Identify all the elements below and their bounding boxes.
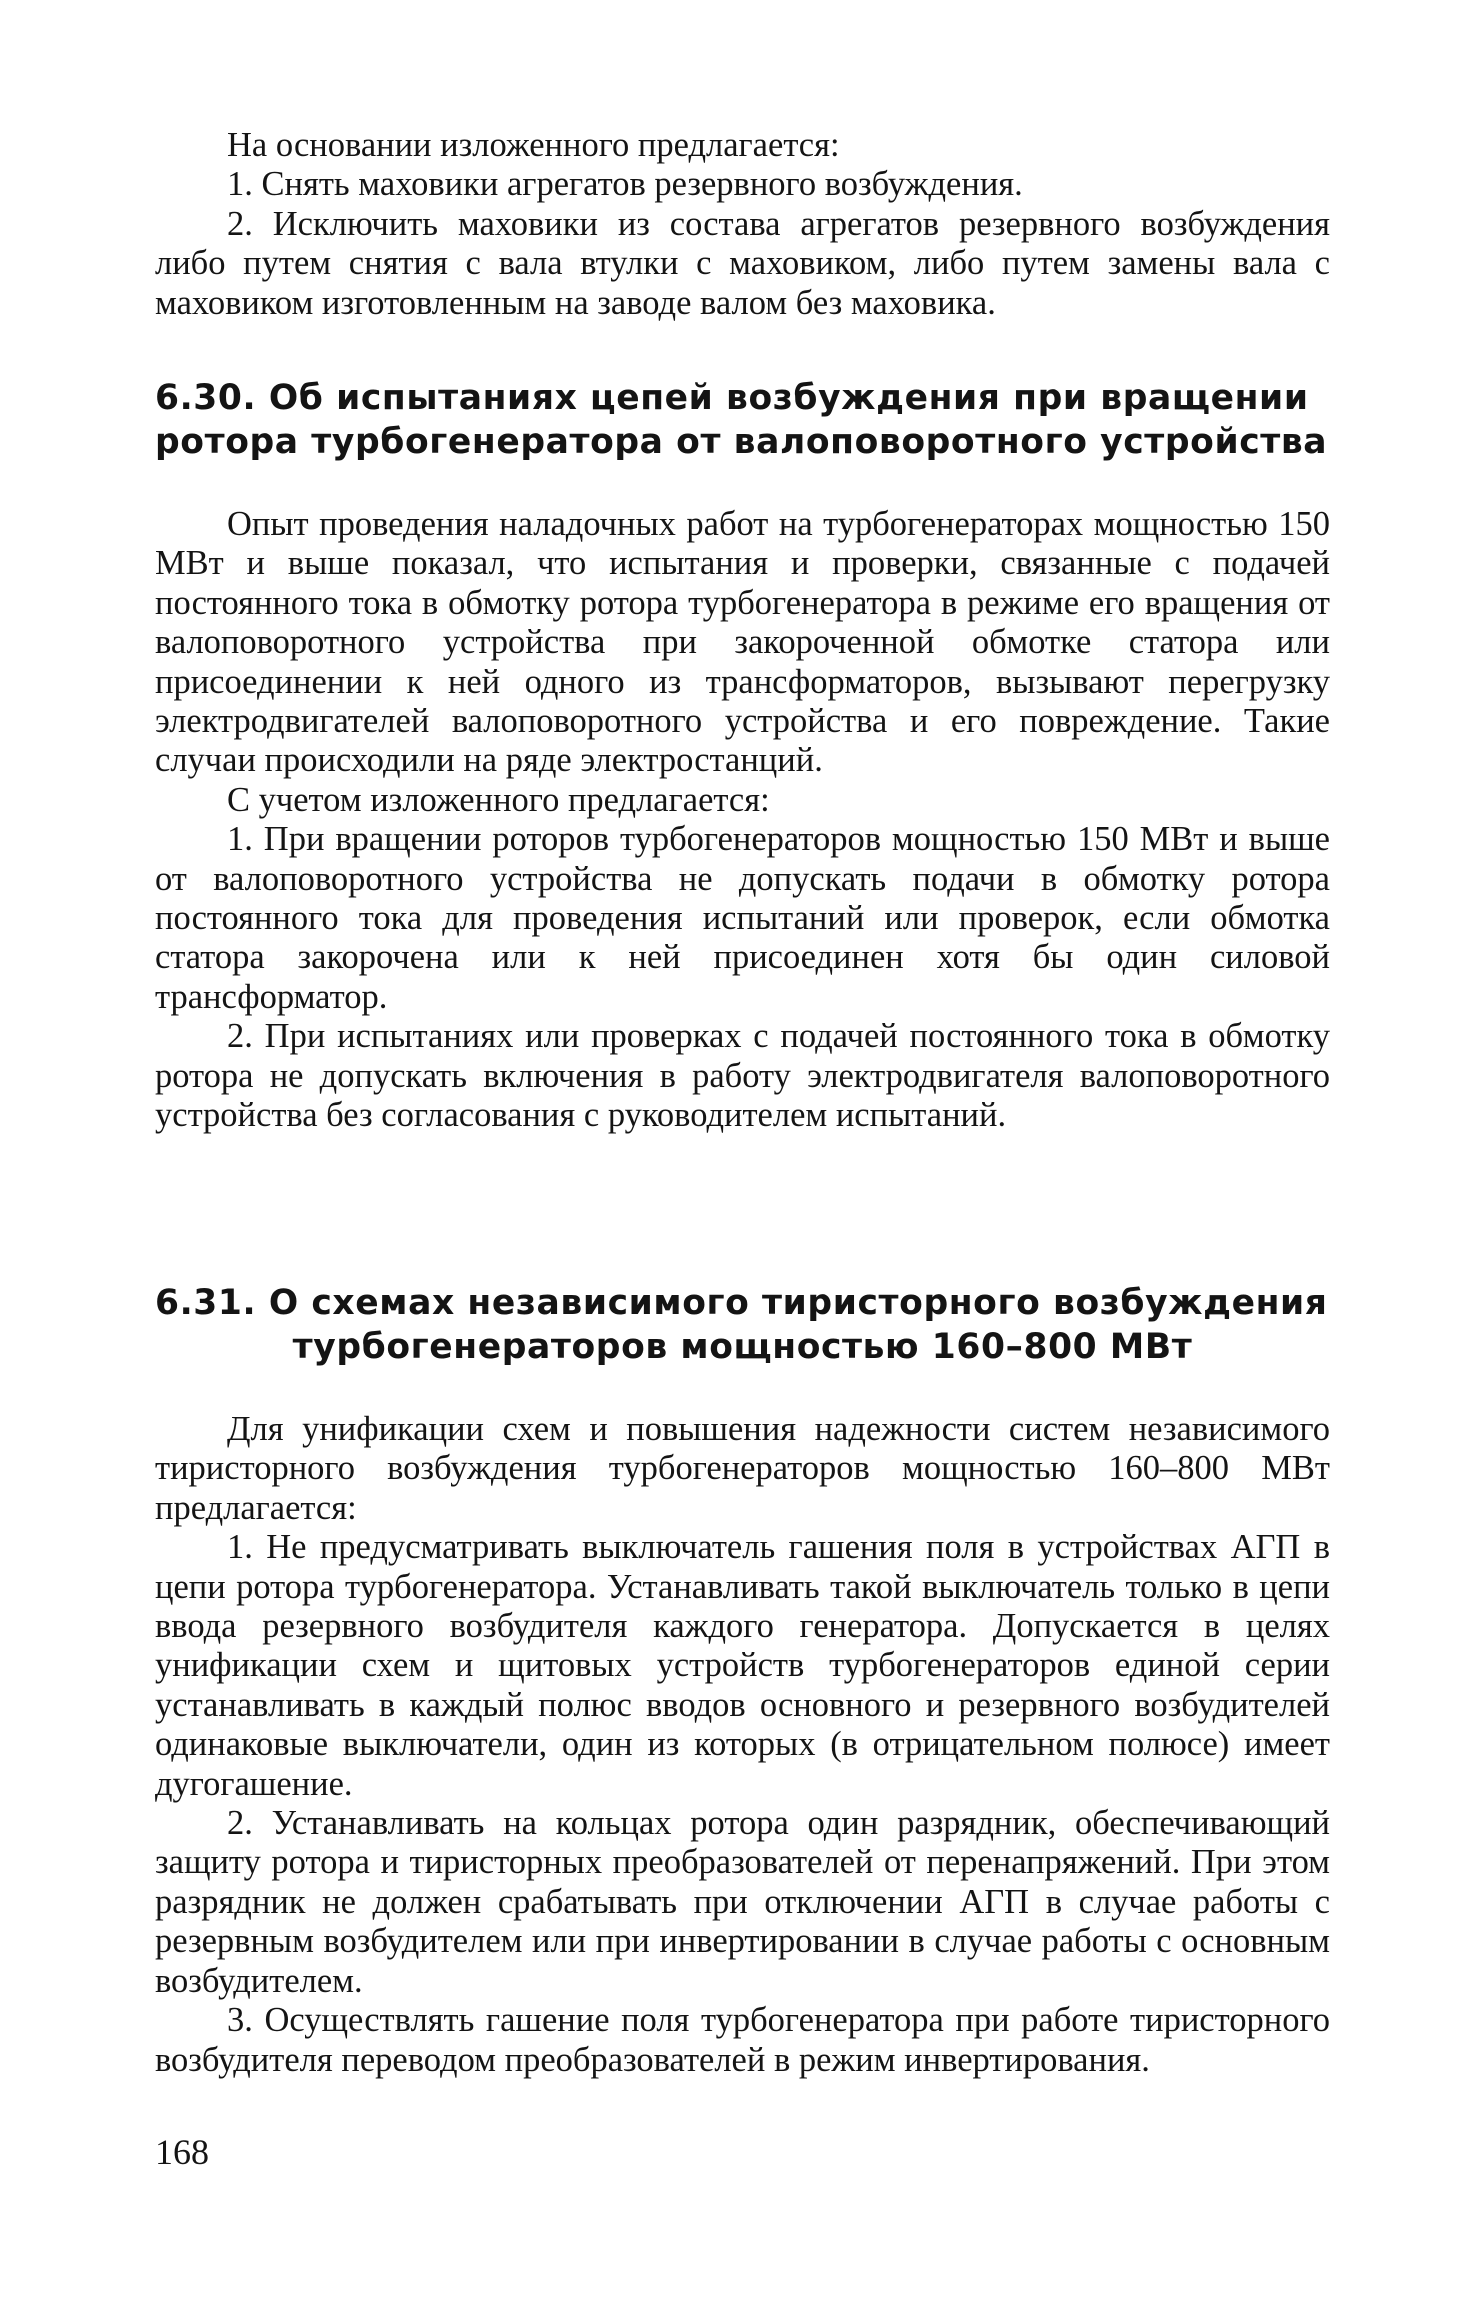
- intro-item-2: 2. Исключить маховики из состава агрегатов резервного возбуждения либо путем снятия с вала втулки с маховиком, либо путем замены вала с маховиком изготовленным на заводе валом без маховика.: [155, 204, 1330, 322]
- section-631-lead: Для унификации схем и повышения надежности систем независимого тиристорного возбуждения турбогенераторов мощностью 160–800 МВт предлагается:: [155, 1410, 1330, 1527]
- section-631-heading: [155, 1281, 1330, 1369]
- section-630-heading: [155, 376, 1330, 464]
- section-631-item-3: 3. Осуществлять гашение поля турбогенератора при работе тиристорного возбудителя переводом преобразователей в режим инвертирования.: [155, 2001, 1330, 2079]
- section-631-body: [155, 1410, 1330, 2080]
- page-number: 168: [155, 2132, 209, 2172]
- intro-item-1: 1. Снять маховики агрегатов резервного возбуждения.: [227, 165, 1023, 204]
- section-631-item-1: 1. Не предусматривать выключатель гашения поля в устройствах АГП в цепи ротора турбогенератора. Устанавливать такой выключатель только в цепи ввода резервного возбудителя каждого генератора. Допускается в целях унификации схем и щитовых устройств турбогенераторов единой серии устанавливать в каждый полюс вводов основного и резервного возбудителей одинаковые выключатели, один из которых (в отрицательном полюсе) имеет дугогашение.: [155, 1528, 1330, 1803]
- section-630-lead: С учетом изложенного предлагается:: [227, 780, 770, 819]
- section-630-item-2: 2. При испытаниях или проверках с подачей постоянного тока в обмотку ротора не допускать включения в работу электродвигателя валоповоротного устройства без согласования с руководителем испытаний.: [155, 1017, 1330, 1135]
- section-630-para1: Опыт проведения наладочных работ на турбогенераторах мощностью 150 МВт и выше показал, что испытания и проверки, связанные с подачей постоянного тока в обмотку ротора турбогенератора в режиме его вращения от валоповоротного устройства при закороченной обмотке статора или присоединении к ней одного из трансформаторов, вызывают перегрузку электродвигателей валоповоротного устройства и его повреждение. Такие случаи происходили на ряде электростанций.: [155, 505, 1330, 780]
- section-630-item-1: 1. При вращении роторов турбогенераторов мощностью 150 МВт и выше от валоповоротного устройства не допускать подачи в обмотку ротора постоянного тока для проведения испытаний или проверок, если обмотка статора закорочена или к ней присоединен хотя бы один силовой трансформатор.: [155, 820, 1330, 1016]
- section-631-title-line1: 6.31. О схемах независимого тиристорного возбуждения: [155, 1283, 1328, 1323]
- intro-lead: На основании изложенного предлагается:: [227, 126, 840, 164]
- section-630-title-line2: ротора турбогенератора от валоповоротного устройства: [155, 422, 1328, 462]
- intro-block: [155, 126, 1330, 323]
- section-631-title-line2: турбогенераторов мощностью 160–800 МВт: [292, 1327, 1193, 1367]
- section-631-item-2: 2. Устанавливать на кольцах ротора один разрядник, обеспечивающий защиту ротора и тиристорных преобразователей от перенапряжений. При этом разрядник не должен срабатывать при отключении АГП в случае работы с резервным возбудителем или при инвертировании в случае работы с основным возбудителем.: [155, 1804, 1330, 2000]
- section-630-title-line1: 6.30. Об испытаниях цепей возбуждения при вращении: [155, 378, 1309, 418]
- section-630-body: [155, 505, 1330, 1136]
